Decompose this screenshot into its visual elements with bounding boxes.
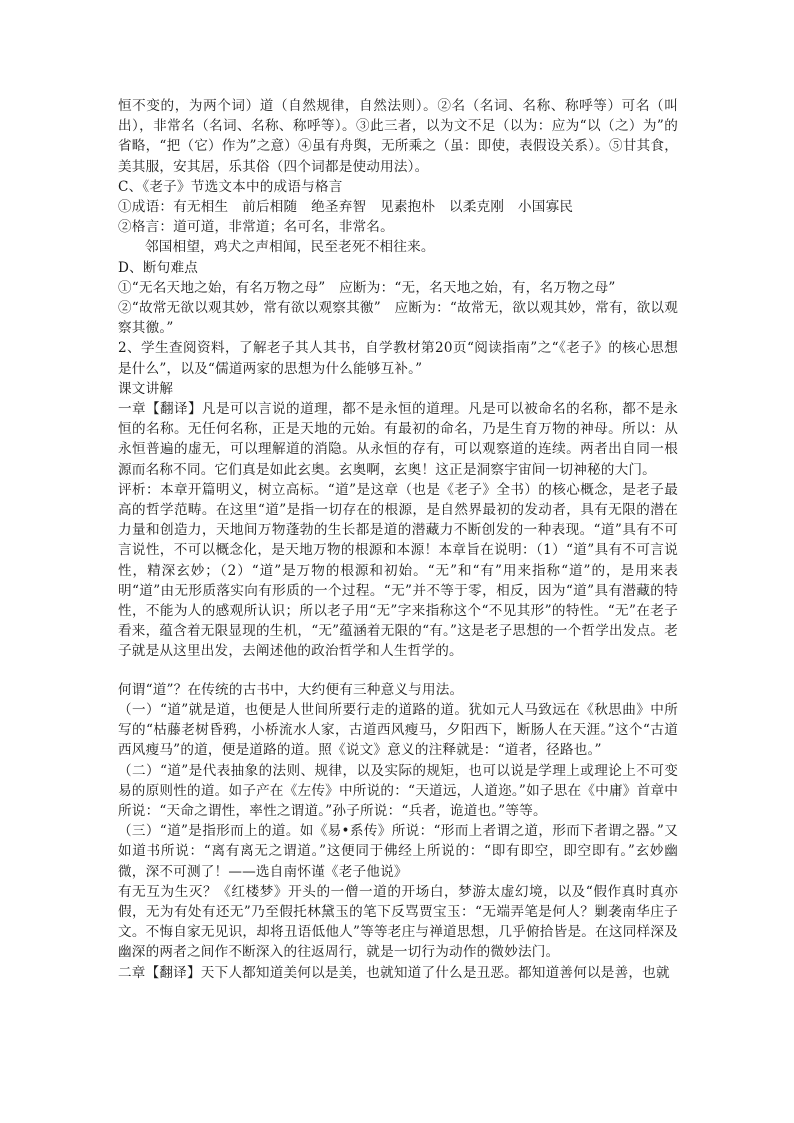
document-page xyxy=(118,96,678,983)
idiom-list: ①成语：有无相生 前后相随 绝圣弃智 见素抱朴 以柔克刚 小国寡民 xyxy=(118,199,574,216)
section-heading-lecture: 课文讲解 xyxy=(118,380,174,397)
section-heading-d: D、断句难点 xyxy=(118,259,199,276)
study-task: 2、学生查阅资料，了解老子其人其书，自学教材第20页“阅读指南”之“《老子》的核心思想是什么”，以及“儒道两家的思想为什么能够互补。” xyxy=(118,340,678,377)
being-nonbeing-paragraph: 有无互为生灭？《红楼梦》开头的一僧一道的开场白，梦游太虚幻境，以及“假作真时真亦假，无为有处有还无”乃至假托林黛玉的笔下反骂贾宝玉：“无端弄笔是何人？剿袭南华庄子文。不悔自家无见识，却将丑语低他人”等等老庄与禅道思想，几乎俯拾皆是。在这同样深及幽深的两者之间作不断深入的往返周行，就是一切行为动作的微妙法门。 xyxy=(118,883,678,961)
maxim-list: ②格言：道可道，非常道；名可名，非常名。 xyxy=(118,219,394,236)
chapter-two-translation: 二章【翻译】天下人都知道美何以是美，也就知道了什么是丑恶。都知道善何以是善，也就 xyxy=(118,964,670,981)
punctuation-note-1: ①“无名天地之始，有名万物之母” 应断为：“无，名天地之始，有，名万物之母” xyxy=(118,279,616,296)
section-heading-c: C、《老子》节选文本中的成语与格言 xyxy=(118,178,343,195)
dao-meaning-3: （三）“道”是指形而上的道。如《易•系传》所说：“形而上者谓之道，形而下者谓之器。”又如道书所说：“离有离无之谓道。”这便同于佛经上所说的：“即有即空，即空即有。”玄妙幽微，深不可测了！——选自南怀谨《老子他说》 xyxy=(118,823,678,880)
maxim-continuation: 邻国相望，鸡犬之声相闻，民至老死不相往来。 xyxy=(145,239,435,256)
paragraph-gap xyxy=(118,662,678,680)
paragraph-annotation-notes: 恒不变的，为两个词）道（自然规律，自然法则）。②名（名词、名称、称呼等）可名（叫出），非常名（名词、名称、称呼等）。③此三者，以为文不足（以为：应为“以（之）为”的省略，“把（它）作为”之意）④虽有舟舆，无所乘之（虽：即使，表假设关系）。⑤甘其食，美其服，安其居，乐其俗（四个词都是使动用法）。 xyxy=(118,98,678,175)
dao-meanings-intro: 何谓“道”？在传统的古书中，大约便有三种意义与用法。 xyxy=(118,681,464,698)
punctuation-note-2: ②“故常无欲以观其妙，常有欲以观察其徼” 应断为：“故常无，欲以观其妙，常有，欲以观察其徼。” xyxy=(118,300,678,337)
dao-meaning-2: （二）“道”是代表抽象的法则、规律，以及实际的规矩，也可以说是学理上或理论上不可变易的原则性的道。如子产在《左传》中所说的：“天道远，人道迩。”如子思在《中庸》首章中所说：“天命之谓性，率性之谓道。”孙子所说：“兵者，诡道也。”等等。 xyxy=(118,762,678,819)
chapter-one-commentary: 评析：本章开篇明义，树立高标。“道”是这章（也是《老子》全书）的核心概念，是老子最高的哲学范畴。在这里“道”是指一切存在的根源，是自然界最初的发动者，具有无限的潜在力量和创造力，天地间万物蓬勃的生长都是道的潜藏力不断创发的一种表现。“道”具有不可言说性，不可以概念化，是天地万物的根源和本源！本章旨在说明：（1）“道”具有不可言说性，精深玄妙；（2）“道”是万物的根源和初始。“无”和“有”用来指称“道”的，是用来表明“道”由无形质落实向有形质的一个过程。“无”并不等于零，相反，因为“道”具有潜藏的特性，不能为人的感观所认识；所以老子用“无”字来指称这个“不见其形”的特性。“无”在老子看来，蕴含着无限显现的生机，“无”蕴涵着无限的“有。”这是老子思想的一个哲学出发点。老子就是从这里出发，去阐述他的政治哲学和人生哲学的。 xyxy=(118,481,678,660)
dao-meaning-1: （一）“道”就是道，也便是人世间所要行走的道路的道。犹如元人马致远在《秋思曲》中所写的“枯藤老树昏鸦，小桥流水人家，古道西风瘦马，夕阳西下，断肠人在天涯。”这个“古道西风瘦马”的道，便是道路的道。照《说文》意义的注释就是：“道者，径路也。” xyxy=(118,701,678,759)
chapter-one-translation: 一章【翻译】凡是可以言说的道理，都不是永恒的道理。凡是可以被命名的名称，都不是永恒的名称。无任何名称，正是天地的元始。有最初的命名，乃是生育万物的神母。所以：从永恒普遍的虚无，可以理解道的消隐。从永恒的存有，可以观察道的连续。两者出自同一根源而名称不同。它们真是如此玄奥。玄奥啊，玄奥！这正是洞察宇宙间一切神秘的大门。 xyxy=(118,401,678,478)
